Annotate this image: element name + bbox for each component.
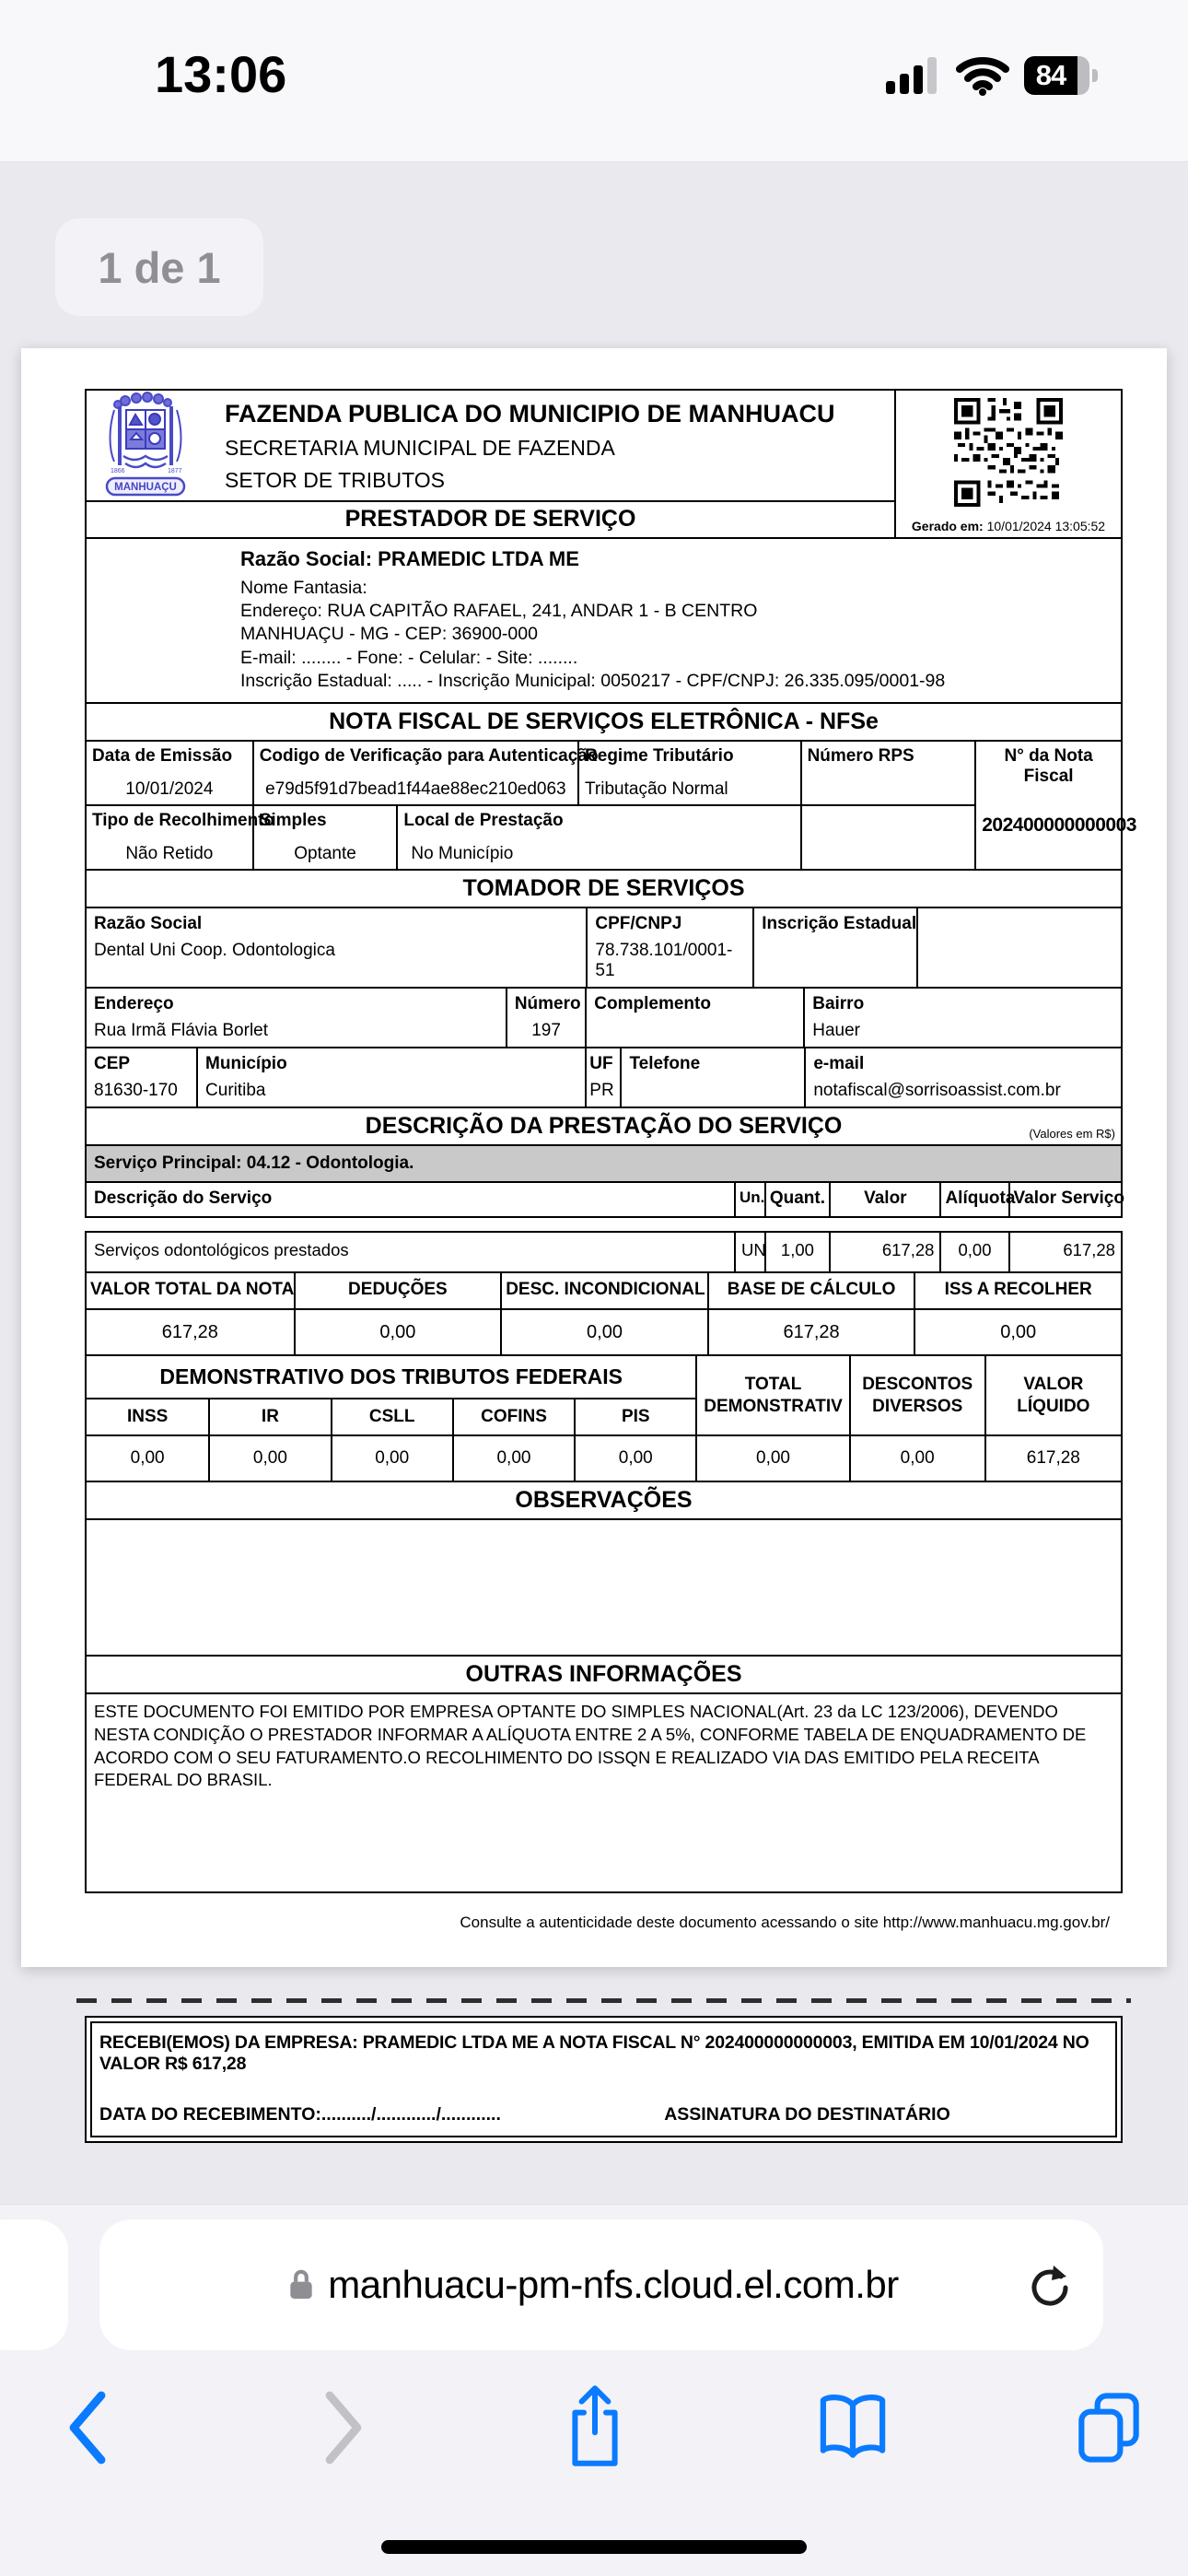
servico-quantidade: 1,00 <box>764 1233 830 1271</box>
prestador-section-title: PRESTADOR DE SERVIÇO <box>87 500 894 537</box>
field-regime-tributario: Regime Tributário Tributação Normal <box>578 741 801 805</box>
tomador-complemento: Complemento <box>585 989 803 1047</box>
prestador-contato: E-mail: ........ - Fone: - Celular: - Site: ........ <box>240 647 578 668</box>
tomador-razao-social: Razão Social Dental Uni Coop. Odontologica <box>94 914 335 961</box>
tomador-empty-cell <box>916 908 1121 987</box>
servico-valor: 617,28 <box>829 1233 939 1271</box>
pdf-page[interactable] <box>21 348 1167 2125</box>
status-bar <box>0 0 1188 162</box>
deducoes: 0,00 <box>294 1310 501 1354</box>
field-tipo-recolhimento: Tipo de Recolhimento Não Retido <box>86 805 253 870</box>
receipt-date-label: DATA DO RECEBIMENTO:........../............/............ <box>99 2104 501 2125</box>
municipal-crest <box>101 392 190 500</box>
field-codigo-verificacao: Codigo de Verificação para Autenticação e79d5f91d7bead1f44ae88ec210ed063 <box>253 741 578 805</box>
base-de-calculo: 617,28 <box>707 1310 914 1354</box>
document-header <box>85 389 1123 539</box>
nfse-document <box>85 389 1136 2143</box>
tomador-cep: CEP 81630-170 <box>94 1054 178 1101</box>
field-numero-rps: Número RPS <box>801 741 976 805</box>
tomador-cpf-cnpj: CPF/CNPJ 78.738.101/0001-51 <box>586 908 752 987</box>
org-subtitle-2: SETOR DE TRIBUTOS <box>225 467 445 492</box>
nfse-fields-table <box>85 740 1136 871</box>
servico-unidade: UN <box>734 1233 764 1271</box>
bookmarks-icon[interactable] <box>814 2389 891 2466</box>
descontos-diversos-valor: 0,00 <box>849 1436 984 1481</box>
tomador-numero: Número 197 <box>506 989 585 1047</box>
qr-code <box>954 398 1063 507</box>
tributos-values-row <box>85 1434 1123 1482</box>
authenticity-note: Consulte a autenticidade deste documento acessando o site http://www.manhuacu.mg.gov.br/ <box>460 1914 1110 1932</box>
lock-icon <box>287 2266 315 2303</box>
field-simples: Simples Optante <box>253 805 398 870</box>
tomador-endereco: Endereço Rua Irmã Flávia Borlet <box>94 994 269 1041</box>
servico-item-row <box>85 1231 1123 1273</box>
tomador-municipio: Município Curitiba <box>196 1048 585 1107</box>
url-text: manhuacu-pm-nfs.cloud.el.com.br <box>328 2263 899 2306</box>
inss-valor: 0,00 <box>130 1448 165 1469</box>
descontos-diversos-header: DESCONTOS DIVERSOS <box>849 1356 984 1434</box>
prestador-inscricoes: Inscrição Estadual: ..... - Inscrição Municipal: 0050217 - CPF/CNPJ: 26.335.095/0001-98 <box>240 670 946 691</box>
tomador-uf: UF PR <box>585 1048 620 1107</box>
servico-descricao: Serviços odontológicos prestados <box>94 1240 349 1260</box>
total-demonstrativo-valor: 0,00 <box>695 1436 848 1481</box>
previous-tab-peek[interactable] <box>0 2219 68 2350</box>
prestador-cidade-cep: MANHUAÇU - MG - CEP: 36900-000 <box>240 624 538 645</box>
nfse-title: NOTA FISCAL DE SERVIÇOS ELETRÔNICA - NFSe <box>85 702 1123 742</box>
cofins-valor: 0,00 <box>452 1436 574 1481</box>
valor-total-nota: 617,28 <box>161 1322 218 1343</box>
ir-valor: 0,00 <box>208 1436 330 1481</box>
reload-icon[interactable] <box>1026 2262 1070 2310</box>
observacoes-box <box>85 1518 1123 1657</box>
receipt-stub <box>85 2016 1123 2143</box>
status-time: 13:06 <box>155 45 287 103</box>
tomador-row-3 <box>85 1047 1123 1108</box>
toolbar <box>0 2376 1188 2477</box>
csll-valor: 0,00 <box>331 1436 452 1481</box>
safari-bottom-bar <box>0 2204 1188 2576</box>
svg-text:1877: 1877 <box>168 467 182 474</box>
servico-valor-servico: 617,28 <box>1008 1233 1121 1271</box>
page-indicator-badge: 1 de 1 <box>55 218 263 316</box>
totais-values-row <box>85 1308 1123 1356</box>
org-subtitle-1: SECRETARIA MUNICIPAL DE FAZENDA <box>225 436 615 461</box>
outras-informacoes-text: ESTE DOCUMENTO FOI EMITIDO POR EMPRESA OPTANTE DO SIMPLES NACIONAL(Art. 23 da LC 123/2006), DEVENDO NESTA CONDIÇÃO O PRESTADOR INFORMAR A ALÍQUOTA ENTRE 2 A 5%, CONFORME TABELA DE ENQUADRAMENTO DE ACORDO COM O SEU FATURAMENTO.O RECOLHIMENTO DO ISSQN E REALIZADO VIA DAS EMITIDO PELA RECEITA FEDERAL DO BRASIL. <box>94 1702 1087 1790</box>
outras-informacoes-box <box>85 1692 1123 1893</box>
tabs-icon[interactable] <box>1070 2389 1147 2466</box>
outras-informacoes-title: OUTRAS INFORMAÇÕES <box>85 1655 1123 1694</box>
desc-incondicional: 0,00 <box>500 1310 707 1354</box>
iss-a-recolher: 0,00 <box>914 1310 1121 1354</box>
prestador-endereco: Endereço: RUA CAPITÃO RAFAEL, 241, ANDAR 1 - B CENTRO <box>240 600 758 621</box>
battery-percent: 84 <box>1024 56 1077 95</box>
home-indicator[interactable] <box>381 2540 807 2554</box>
tomador-bairro: Bairro Hauer <box>803 989 1121 1047</box>
receipt-signature-label: ASSINATURA DO DESTINATÁRIO <box>664 2104 950 2125</box>
field-numero-nota-fiscal: N° da Nota Fiscal 202400000000003 <box>975 741 1122 870</box>
svg-text:1866: 1866 <box>111 467 125 474</box>
servico-principal-band: Serviço Principal: 04.12 - Odontologia. <box>85 1144 1123 1183</box>
url-bar[interactable] <box>99 2219 1103 2350</box>
valor-liquido-header: VALOR LÍQUIDO <box>984 1356 1121 1434</box>
cut-line <box>76 1998 1131 2003</box>
total-demonstrativo-header: TOTAL DEMONSTRATIV <box>695 1356 848 1434</box>
field-empty <box>801 805 976 870</box>
crest-label: MANHUAÇU <box>114 481 177 493</box>
generated-timestamp: Gerado em: 10/01/2024 13:05:52 <box>911 519 1106 533</box>
forward-icon[interactable] <box>320 2391 367 2465</box>
battery-icon <box>1024 55 1098 96</box>
tomador-title: TOMADOR DE SERVIÇOS <box>85 869 1123 908</box>
org-title: FAZENDA PUBLICA DO MUNICIPIO DE MANHUACU <box>225 399 835 427</box>
observacoes-title: OBSERVAÇÕES <box>85 1481 1123 1520</box>
tributos-federais-block: DEMONSTRATIVO DOS TRIBUTOS FEDERAIS INSS IR CSLL COFINS PIS TOTAL DEMONSTRATIV DESCONTOS DIVERSOS VALOR LÍQUIDO <box>85 1354 1123 1436</box>
field-local-prestacao: Local de Prestação No Município <box>397 805 800 870</box>
field-data-emissao: Data de Emissão 10/01/2024 <box>86 741 253 805</box>
servico-header-row: Descrição do Serviço Un. Quant. Valor Alíquota Valor Serviço <box>85 1181 1123 1218</box>
tomador-row-1 <box>85 907 1123 989</box>
descricao-title: DESCRIÇÃO DA PRESTAÇÃO DO SERVIÇO (Valores em R$) <box>85 1107 1123 1146</box>
share-icon[interactable] <box>562 2382 628 2470</box>
servico-aliquota: 0,00 <box>939 1233 1007 1271</box>
back-icon[interactable] <box>64 2391 111 2465</box>
status-icons <box>884 55 1098 96</box>
tomador-inscricao-estadual: Inscrição Estadual <box>752 908 915 987</box>
valores-note: (Valores em R$) <box>1029 1127 1115 1142</box>
wifi-icon <box>956 55 1009 96</box>
prestador-nome-fantasia: Nome Fantasia: <box>240 577 367 598</box>
tomador-email: e-mail notafiscal@sorrisoassist.com.br <box>804 1048 1121 1107</box>
prestador-details <box>85 539 1123 704</box>
cellular-signal-icon <box>884 55 941 96</box>
prestador-razao-social: Razão Social: PRAMEDIC LTDA ME <box>240 547 579 570</box>
valor-liquido-valor: 617,28 <box>984 1436 1121 1481</box>
tributos-title: DEMONSTRATIVO DOS TRIBUTOS FEDERAIS <box>87 1356 695 1399</box>
tomador-telefone: Telefone <box>620 1048 804 1107</box>
receipt-line: RECEBI(EMOS) DA EMPRESA: PRAMEDIC LTDA ME A NOTA FISCAL N° 202400000000003, EMITIDA EM 10/01/2024 NO VALOR R$ 617,28 <box>99 2032 1089 2075</box>
pis-valor: 0,00 <box>574 1436 695 1481</box>
totais-header-row: VALOR TOTAL DA NOTA DEDUÇÕES DESC. INCONDICIONAL BASE DE CÁLCULO ISS A RECOLHER <box>85 1271 1123 1310</box>
tomador-row-2 <box>85 987 1123 1048</box>
